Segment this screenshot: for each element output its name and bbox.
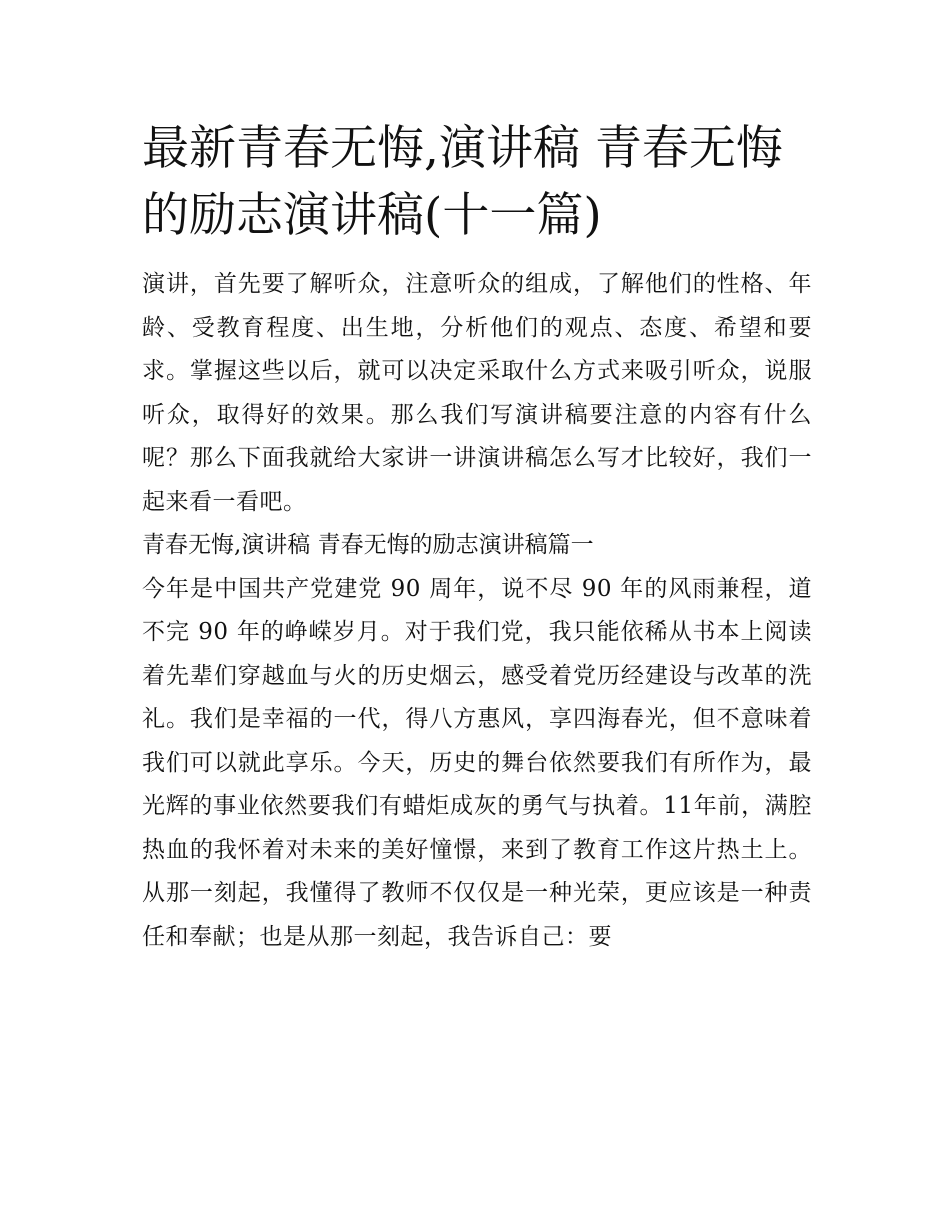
document-title: 最新青春无悔,演讲稿 青春无悔的励志演讲稿(十一篇) xyxy=(142,121,783,243)
section-body-paragraph: 今年是中国共产党建党 90 周年，说不尽 90 年的风雨兼程，道不完 90 年的峥嵘岁月。对于我们党，我只能依稀从书本上阅读着先辈们穿越血与火的历史烟云，感受着党历经建设与改革的洗礼。我们是幸福的一代，得八方惠风，享四海春光，但不意味着我们可以就此享乐。今天，历史的舞台依然要我们有所作为，最光辉的事业依然要我们有蜡炬成灰的勇气与执着。11年前，满腔热血的我怀着对未来的美好憧憬，来到了教育工作这片热土上。从那一刻起，我懂得了教师不仅仅是一种光荣，更应该是一种责任和奉献；也是从那一刻起，我告诉自己：要 xyxy=(142,575,812,950)
section-heading: 青春无悔,演讲稿 青春无悔的励志演讲稿篇一 xyxy=(142,532,594,558)
document-content xyxy=(142,115,812,959)
intro-paragraph: 演讲，首先要了解听众，注意听众的组成，了解他们的性格、年龄、受教育程度、出生地，分析他们的观点、态度、希望和要求。掌握这些以后，就可以决定采取什么方式来吸引听众，说服听众，取得好的效果。那么我们写演讲稿要注意的内容有什么呢？那么下面我就给大家讲一讲演讲稿怎么写才比较好，我们一起来看一看吧。 xyxy=(142,271,812,515)
